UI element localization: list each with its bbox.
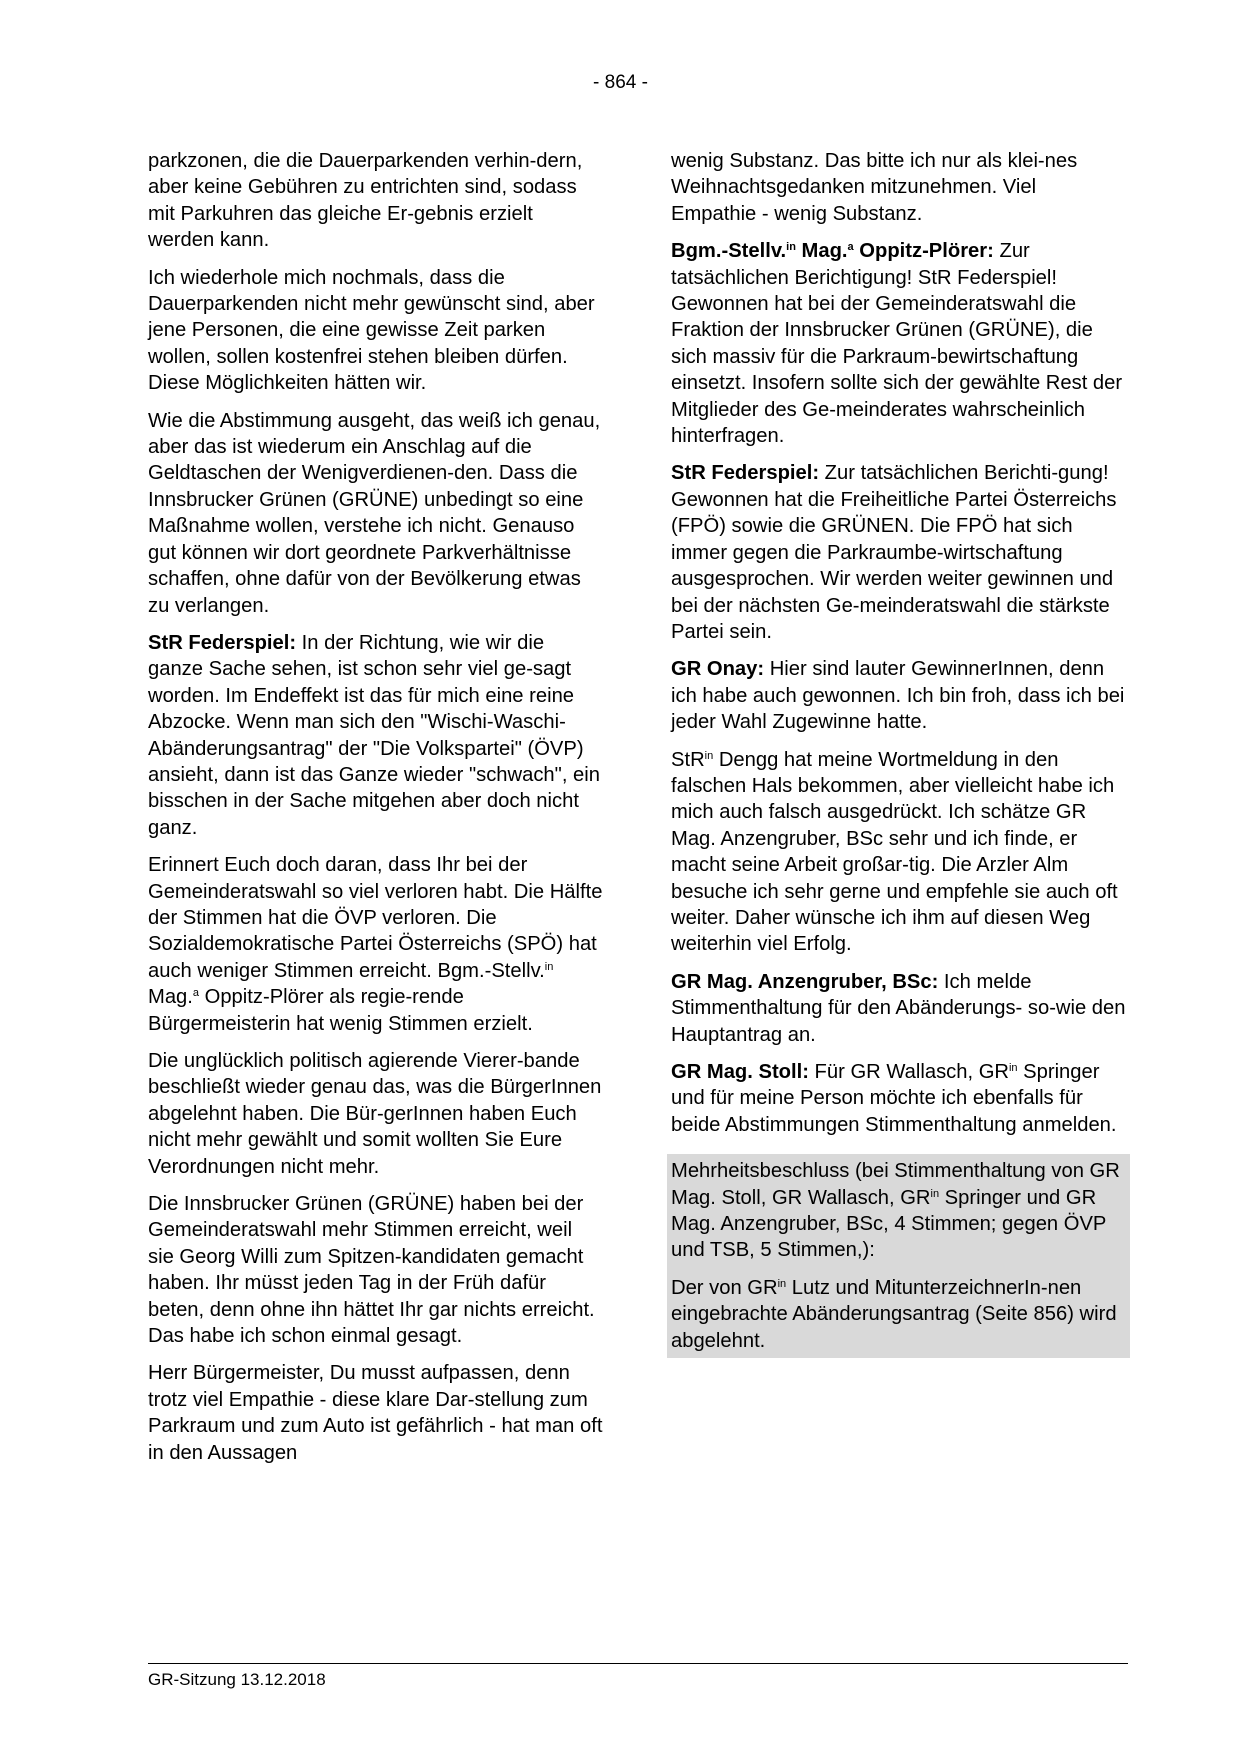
resolution-box	[667, 1154, 1130, 1358]
text-span: Bgm.-Stellv.	[671, 240, 787, 263]
speaker-name	[671, 240, 994, 262]
superscript: in	[1008, 1062, 1018, 1074]
text-span: Oppitz-Plörer als regie-rende Bürgermeisterin hat wenig Stimmen erzielt.	[148, 986, 533, 1035]
text-span: Der von GR	[671, 1276, 778, 1299]
left-column	[148, 148, 603, 1477]
paragraph: Ich wiederhole mich nochmals, dass die Dauerparkenden nicht mehr gewünscht sind, aber jene Personen, die eine gewisse Zeit parken wollen, sollen kostenfrei stehen bleiben dürfen. Diese Möglichkeiten hätten wir.	[148, 266, 595, 395]
paragraph: Die Innsbrucker Grünen (GRÜNE) haben bei der Gemeinderatswahl mehr Stimmen erreicht, weil sie Georg Willi zum Spitzen-kandidaten gemacht haben. Ihr müsst jeden Tag in der Früh dafür beten, denn ohne ihn hättet Ihr gar nichts erreicht. Das habe ich schon einmal gesagt.	[148, 1193, 595, 1348]
speech-text: Zur tatsächlichen Berichtigung! StR Federspiel! Gewonnen hat bei der Gemeinderatswahl die Fraktion der Innsbrucker Grünen (GRÜNE), die sich massiv für die Parkraum-bewirtschaftung einsetzt. Insofern sollte sich der gewählte Rest der Mitglieder des Ge-meinderates wahrscheinlich hinterfragen.	[671, 240, 1123, 448]
page-number: - 864 -	[593, 72, 648, 93]
paragraph: Die unglücklich politisch agierende Vierer-bande beschließt wieder genau das, was die BürgerInnen abgelehnt haben. Die Bür-gerInnen haben Euch nicht mehr gewählt und somit wollten Sie Eure Verordnungen nicht mehr.	[148, 1050, 602, 1178]
superscript: in	[786, 241, 796, 254]
speech-oppitz-ploerer	[671, 238, 1126, 449]
paragraph: parkzonen, die die Dauerparkenden verhin-dern, aber keine Gebühren zu entrichten sind, sodass mit Parkuhren das gleiche Er-gebnis erzielt werden kann.	[148, 150, 583, 252]
text-span: Mag.	[148, 986, 193, 1009]
footer-text: GR-Sitzung 13.12.2018	[148, 1670, 326, 1689]
superscript: in	[544, 960, 554, 973]
speaker-name: GR Mag. Anzengruber, BSc:	[671, 970, 939, 993]
text-span: StR	[671, 748, 705, 771]
superscript: a	[847, 241, 854, 254]
speech-anzengruber	[671, 969, 1126, 1048]
superscript: a	[192, 987, 200, 1000]
superscript: in	[704, 749, 714, 762]
text-span: Oppitz-Plörer:	[853, 240, 994, 263]
text-span: Springer und GR Mag. Anzengruber, BSc, 4 Stimmen; gegen ÖVP und TSB, 5 Stimmen,):	[671, 1186, 1107, 1262]
paragraph	[671, 747, 1126, 958]
paragraph: wenig Substanz. Das bitte ich nur als klei-nes Weihnachtsgedanken mitzunehmen. Viel Empathie - wenig Substanz.	[671, 150, 1078, 225]
text-span: Für GR Wallasch, GR	[808, 1061, 1009, 1083]
speech-text: Zur tatsächlichen Berichti-gung! Gewonnen hat die Freiheitliche Partei Österreichs (FPÖ) sowie die GRÜNEN. Die FPÖ hat sich immer gegen die Parkraumbe-wirtschaftung ausgesprochen. Wir werden weiter gewinnen und bei der nächsten Ge-meinderatswahl die stärkste Partei sein.	[671, 462, 1117, 643]
speech-text: In der Richtung, wie wir die ganze Sache sehen, ist schon sehr viel ge-sagt worden. Im Endeffekt ist das für mich eine reine Abzocke. Wenn man sich den "Wischi-Waschi-Abänderungsantrag" der "Die Volkspartei" (ÖVP) ansieht, dann ist das Ganze wieder "schwach", ein bisschen in der Sache mitgehen aber doch nicht ganz.	[148, 631, 600, 839]
text-span: Mag.	[795, 240, 848, 263]
right-column	[671, 148, 1126, 1358]
resolution-outcome	[671, 1275, 1126, 1354]
speaker-name: GR Mag. Stoll:	[671, 1061, 809, 1083]
text-span: Lutz und MitunterzeichnerIn-nen eingebrachte Abänderungsantrag (Seite 856) wird abgelehnt.	[671, 1276, 1117, 1352]
speech-federspiel	[148, 630, 603, 841]
superscript: in	[930, 1187, 940, 1200]
paragraph	[148, 852, 603, 1037]
speaker-name: StR Federspiel:	[148, 631, 297, 654]
paragraph: Herr Bürgermeister, Du musst aufpassen, denn trotz viel Empathie - diese klare Dar-stellung zum Parkraum und zum Auto ist gefährlich - hat man oft in den Aussagen	[148, 1362, 603, 1464]
speech-text: Hier sind lauter GewinnerInnen, denn ich habe auch gewonnen. Ich bin froh, dass ich bei jeder Wahl Zugewinne hatte.	[671, 658, 1125, 734]
text-span: Springer und für meine Person möchte ich ebenfalls für beide Abstimmungen Stimmenthaltung anmelden.	[671, 1061, 1117, 1136]
resolution-vote	[671, 1158, 1126, 1264]
speech-federspiel	[671, 460, 1126, 645]
text-span: Mehrheitsbeschluss (bei Stimmenthaltung von GR Mag. Stoll, GR Wallasch, GR	[671, 1160, 1120, 1209]
speaker-name: GR Onay:	[671, 658, 765, 681]
paragraph: Wie die Abstimmung ausgeht, das weiß ich genau, aber das ist wiederum ein Anschlag auf die Geldtaschen der Wenigverdienen-den. Dass die Innsbrucker Grünen (GRÜNE) unbedingt so eine Maßnahme wollen, verstehe ich nicht. Genauso gut können wir dort geordnete Parkverhältnisse schaffen, ohne dafür von der Bevölkerung etwas zu verlangen.	[148, 409, 601, 617]
text-span: Erinnert Euch doch daran, dass Ihr bei der Gemeinderatswahl so viel verloren habt. Die Hälfte der Stimmen hat die ÖVP verloren. Die Sozialdemokratische Partei Österreichs (SPÖ) hat auch weniger Stimmen erreicht. Bgm.-Stellv.	[148, 854, 603, 982]
text-span: Dengg hat meine Wortmeldung in den falschen Hals bekommen, aber vielleicht habe ich mich auch falsch ausgedrückt. Ich schätze GR Mag. Anzengruber, BSc sehr und ich finde, er macht seine Arbeit großar-tig. Die Arzler Alm besuche ich sehr gerne und empfehle sie auch oft weiter. Daher wünsche ich ihm auf diesen Weg weiterhin viel Erfolg.	[671, 748, 1118, 956]
superscript: in	[777, 1277, 787, 1290]
speech-onay	[671, 656, 1126, 735]
speech-text: Ich melde Stimmenthaltung für den Abänderungs- so-wie den Hauptantrag an.	[671, 970, 1126, 1046]
speech-stoll	[671, 1059, 1126, 1138]
footer-divider	[148, 1663, 1128, 1664]
speaker-name: StR Federspiel:	[671, 462, 820, 485]
